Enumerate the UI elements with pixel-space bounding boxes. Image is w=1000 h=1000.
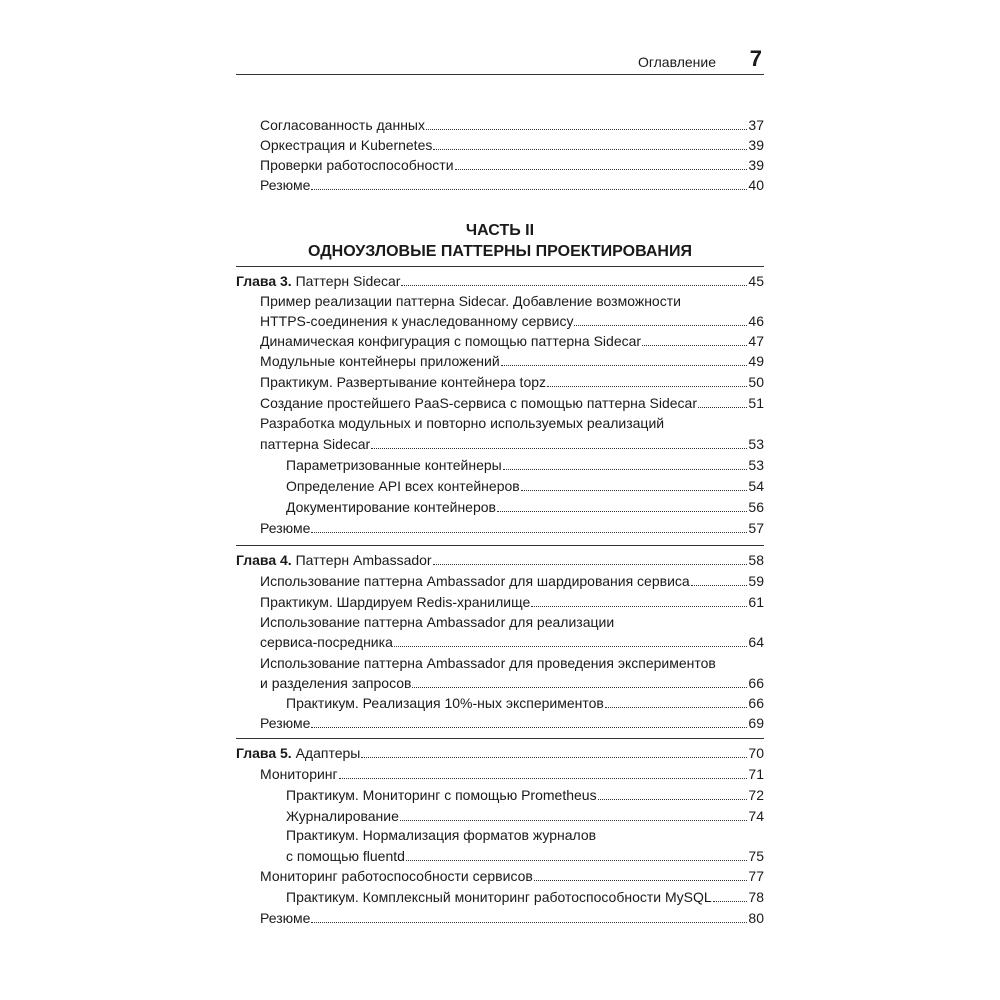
toc-entry[interactable]: Создание простейшего PaaS-сервиса с помощью паттерна Sidecar 51 <box>260 395 764 411</box>
part-title: ОДНОУЗЛОВЫЕ ПАТТЕРНЫ ПРОЕКТИРОВАНИЯ <box>308 243 692 260</box>
toc-chapter-5[interactable]: Глава 5. Адаптеры 70 <box>236 745 764 761</box>
toc-subentry[interactable]: Параметризованные контейнеры 53 <box>286 457 764 473</box>
toc-subentry[interactable]: Практикум. Мониторинг с помощью Prometheus 72 <box>286 787 764 803</box>
toc-chapter-4[interactable]: Глава 4. Паттерн Ambassador 58 <box>236 552 764 568</box>
toc-subentry[interactable]: Практикум. Реализация 10%-ных экспериментов 66 <box>286 695 764 711</box>
toc-entry[interactable]: Резюме 40 <box>260 177 764 193</box>
toc-chapter-3[interactable]: Глава 3. Паттерн Sidecar 45 <box>236 273 764 289</box>
toc-entry-line[interactable]: Пример реализации паттерна Sidecar. Добавление возможности <box>260 293 681 309</box>
toc-subentry-line[interactable]: Практикум. Нормализация форматов журналов <box>286 827 597 843</box>
chapter-divider <box>236 738 764 739</box>
toc-entry[interactable]: Проверки работоспособности 39 <box>260 157 764 173</box>
toc-entry[interactable]: Динамическая конфигурация с помощью паттерна Sidecar 47 <box>260 333 764 349</box>
toc-entry[interactable]: сервиса-посредника 64 <box>260 634 764 650</box>
toc-entry[interactable]: Оркестрация и Kubernetes 39 <box>260 137 764 153</box>
toc-entry[interactable]: и разделения запросов 66 <box>260 675 764 691</box>
toc-subentry[interactable]: Документирование контейнеров 56 <box>286 499 764 515</box>
toc-entry[interactable]: Мониторинг 71 <box>260 766 764 782</box>
toc-subentry[interactable]: Определение API всех контейнеров 54 <box>286 478 764 494</box>
toc-entry[interactable]: Мониторинг работоспособности сервисов 77 <box>260 868 764 884</box>
toc-entry-line[interactable]: Использование паттерна Ambassador для реализации <box>260 614 615 630</box>
toc-subentry[interactable]: Журналирование 74 <box>286 808 764 824</box>
toc-entry-line[interactable]: Разработка модульных и повторно используемых реализаций <box>260 415 665 431</box>
toc-entry[interactable]: Модульные контейнеры приложений 49 <box>260 353 764 369</box>
toc-entry[interactable]: Резюме 57 <box>260 520 764 536</box>
toc-entry[interactable]: Использование паттерна Ambassador для шардирования сервиса 59 <box>260 573 764 589</box>
part-label: ЧАСТЬ II <box>465 222 535 239</box>
chapter-divider <box>236 266 764 267</box>
toc-subentry[interactable]: с помощью fluentd 75 <box>286 848 764 864</box>
chapter-divider <box>236 545 764 546</box>
toc-entry[interactable]: паттерна Sidecar 53 <box>260 436 764 452</box>
toc-entry-line[interactable]: Использование паттерна Ambassador для проведения экспериментов <box>260 655 716 671</box>
toc-entry[interactable]: Резюме 69 <box>260 715 764 731</box>
toc-entry[interactable]: Резюме 80 <box>260 910 764 926</box>
header-section-title: Оглавление <box>637 54 716 70</box>
running-header <box>236 44 764 75</box>
toc-entry[interactable]: Согласованность данных 37 <box>260 117 764 133</box>
header-page-number: 7 <box>749 46 762 71</box>
toc-entry[interactable]: Практикум. Шардируем Redis-хранилище 61 <box>260 594 764 610</box>
toc-entry[interactable]: Практикум. Развертывание контейнера topz 50 <box>260 374 764 390</box>
toc-entry[interactable]: HTTPS-соединения к унаследованному сервису 46 <box>260 313 764 329</box>
toc-subentry[interactable]: Практикум. Комплексный мониторинг работоспособности MySQL 78 <box>286 889 764 905</box>
